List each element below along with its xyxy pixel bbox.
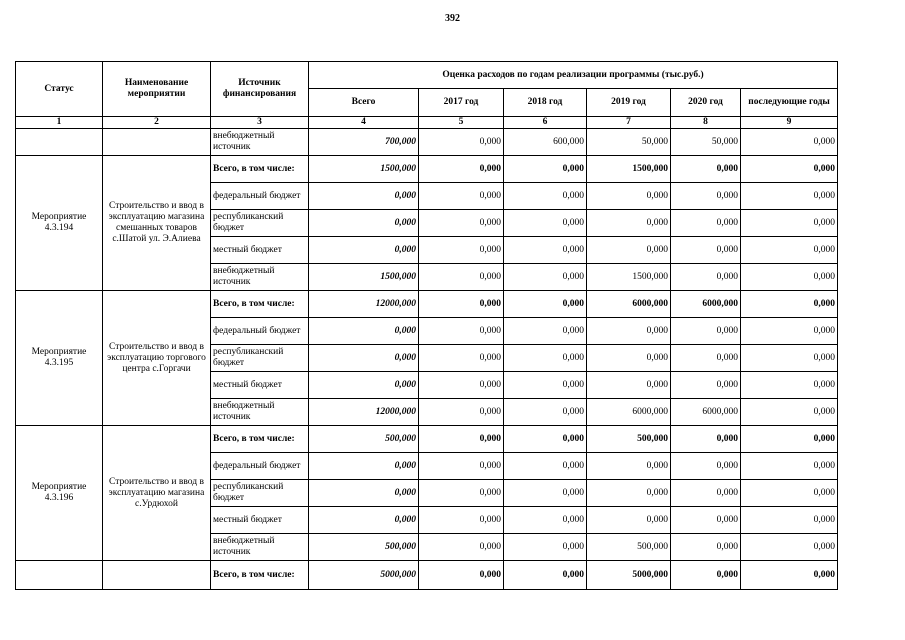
value-year: 0,000 — [419, 183, 504, 210]
column-index: 5 — [419, 117, 504, 129]
value-total: 1500,000 — [309, 156, 419, 183]
value-year: 0,000 — [587, 183, 671, 210]
status-cell — [16, 129, 103, 156]
source-cell: местный бюджет — [211, 237, 309, 264]
value-year: 0,000 — [741, 453, 838, 480]
value-total: 500,000 — [309, 426, 419, 453]
value-year: 0,000 — [587, 318, 671, 345]
value-total: 12000,000 — [309, 291, 419, 318]
value-total: 0,000 — [309, 453, 419, 480]
value-year: 0,000 — [741, 561, 838, 590]
value-year: 0,000 — [419, 534, 504, 561]
header-status: Статус — [16, 62, 103, 117]
name-cell — [103, 129, 211, 156]
value-year: 0,000 — [504, 156, 587, 183]
activity-status: Мероприятие 4.3.194 — [16, 156, 103, 291]
value-year: 0,000 — [504, 507, 587, 534]
source-cell: Всего, в том числе: — [211, 156, 309, 183]
value-year: 0,000 — [671, 561, 741, 590]
value-year: 0,000 — [741, 291, 838, 318]
value-year: 0,000 — [741, 156, 838, 183]
source-cell: Всего, в том числе: — [211, 426, 309, 453]
source-cell: внебюджетный источник — [211, 399, 309, 426]
value-year: 0,000 — [419, 426, 504, 453]
value-total: 500,000 — [309, 534, 419, 561]
value-year: 0,000 — [504, 561, 587, 590]
header-year-later: последующие годы — [741, 89, 838, 117]
status-cell — [16, 561, 103, 590]
value-year: 0,000 — [587, 345, 671, 372]
source-cell: республиканский бюджет — [211, 480, 309, 507]
value-year: 0,000 — [741, 507, 838, 534]
table-row — [16, 129, 838, 156]
value-total: 0,000 — [309, 507, 419, 534]
value-year: 0,000 — [504, 345, 587, 372]
value-year: 0,000 — [419, 318, 504, 345]
value-year: 0,000 — [587, 210, 671, 237]
source-cell: федеральный бюджет — [211, 183, 309, 210]
value-year: 0,000 — [587, 372, 671, 399]
source-cell: местный бюджет — [211, 507, 309, 534]
value-year: 0,000 — [741, 480, 838, 507]
value-year: 0,000 — [741, 129, 838, 156]
source-cell: внебюджетный источник — [211, 264, 309, 291]
value-year: 0,000 — [419, 264, 504, 291]
value-year: 0,000 — [671, 237, 741, 264]
header-year-total: Всего — [309, 89, 419, 117]
value-year: 0,000 — [741, 318, 838, 345]
column-index: 4 — [309, 117, 419, 129]
value-year: 0,000 — [671, 183, 741, 210]
value-year: 0,000 — [419, 480, 504, 507]
source-cell: Всего, в том числе: — [211, 291, 309, 318]
table-row — [16, 291, 838, 318]
value-year: 0,000 — [419, 399, 504, 426]
value-year: 0,000 — [419, 129, 504, 156]
value-year: 6000,000 — [587, 291, 671, 318]
value-year: 0,000 — [587, 453, 671, 480]
value-total: 0,000 — [309, 318, 419, 345]
value-year: 0,000 — [504, 237, 587, 264]
table-row — [16, 561, 838, 590]
column-index: 9 — [741, 117, 838, 129]
header-source: Источник финансирования — [211, 62, 309, 117]
activity-status: Мероприятие 4.3.195 — [16, 291, 103, 426]
source-cell: федеральный бюджет — [211, 453, 309, 480]
source-cell: внебюджетный источник — [211, 534, 309, 561]
column-index: 8 — [671, 117, 741, 129]
value-year: 0,000 — [504, 426, 587, 453]
activity-name: Строительство и ввод в эксплуатацию магазина смешанных товаров с.Шатой ул. Э.Алиева — [103, 156, 211, 291]
value-year: 0,000 — [741, 237, 838, 264]
value-year: 0,000 — [504, 318, 587, 345]
value-year: 0,000 — [671, 453, 741, 480]
value-year: 0,000 — [419, 345, 504, 372]
budget-table — [15, 61, 838, 590]
value-year: 0,000 — [419, 372, 504, 399]
value-year: 0,000 — [671, 345, 741, 372]
value-year: 0,000 — [671, 264, 741, 291]
activity-status: Мероприятие 4.3.196 — [16, 426, 103, 561]
value-year: 0,000 — [587, 480, 671, 507]
value-year: 0,000 — [504, 291, 587, 318]
source-cell: республиканский бюджет — [211, 345, 309, 372]
value-year: 0,000 — [671, 372, 741, 399]
name-cell — [103, 561, 211, 590]
value-year: 0,000 — [671, 318, 741, 345]
value-year: 0,000 — [419, 156, 504, 183]
value-year: 0,000 — [504, 480, 587, 507]
source-cell: федеральный бюджет — [211, 318, 309, 345]
value-year: 0,000 — [741, 399, 838, 426]
value-year: 0,000 — [671, 210, 741, 237]
column-index: 1 — [16, 117, 103, 129]
value-year: 0,000 — [671, 426, 741, 453]
value-year: 5000,000 — [587, 561, 671, 590]
value-year: 50,000 — [587, 129, 671, 156]
value-total: 1500,000 — [309, 264, 419, 291]
value-total: 12000,000 — [309, 399, 419, 426]
value-year: 0,000 — [741, 534, 838, 561]
column-index: 6 — [504, 117, 587, 129]
source-cell: Всего, в том числе: — [211, 561, 309, 590]
value-total: 0,000 — [309, 210, 419, 237]
value-year: 0,000 — [741, 345, 838, 372]
value-year: 0,000 — [671, 480, 741, 507]
header-year-2019: 2019 год — [587, 89, 671, 117]
table-row — [16, 426, 838, 453]
value-year: 6000,000 — [671, 291, 741, 318]
value-total: 0,000 — [309, 480, 419, 507]
value-year: 0,000 — [587, 507, 671, 534]
value-year: 1500,000 — [587, 264, 671, 291]
value-year: 0,000 — [587, 237, 671, 264]
value-year: 0,000 — [419, 507, 504, 534]
header-year-2017: 2017 год — [419, 89, 504, 117]
value-year: 500,000 — [587, 426, 671, 453]
header-estimate: Оценка расходов по годам реализации программы (тыс.руб.) — [309, 62, 838, 89]
value-year: 0,000 — [741, 372, 838, 399]
value-year: 0,000 — [419, 291, 504, 318]
value-year: 0,000 — [504, 534, 587, 561]
value-total: 0,000 — [309, 372, 419, 399]
value-total: 0,000 — [309, 237, 419, 264]
value-year: 0,000 — [419, 561, 504, 590]
value-year: 0,000 — [741, 210, 838, 237]
value-year: 1500,000 — [587, 156, 671, 183]
value-year: 0,000 — [504, 453, 587, 480]
value-total: 0,000 — [309, 345, 419, 372]
activity-name: Строительство и ввод в эксплуатацию магазина с.Урдюхой — [103, 426, 211, 561]
value-year: 500,000 — [587, 534, 671, 561]
value-year: 0,000 — [671, 534, 741, 561]
value-year: 0,000 — [671, 507, 741, 534]
table-row — [16, 156, 838, 183]
table-body — [16, 129, 838, 590]
source-cell: республиканский бюджет — [211, 210, 309, 237]
value-year: 0,000 — [504, 210, 587, 237]
column-index: 3 — [211, 117, 309, 129]
value-year: 0,000 — [504, 372, 587, 399]
source-cell: внебюджетный источник — [211, 129, 309, 156]
activity-name: Строительство и ввод в эксплуатацию торгового центра с.Горгачи — [103, 291, 211, 426]
value-year: 6000,000 — [671, 399, 741, 426]
value-year: 600,000 — [504, 129, 587, 156]
value-year: 6000,000 — [587, 399, 671, 426]
source-cell: местный бюджет — [211, 372, 309, 399]
value-year: 0,000 — [504, 264, 587, 291]
value-year: 0,000 — [419, 453, 504, 480]
value-total: 5000,000 — [309, 561, 419, 590]
column-index-row — [16, 117, 838, 129]
header-name: Наименование мероприятии — [103, 62, 211, 117]
value-year: 0,000 — [741, 264, 838, 291]
header-year-2018: 2018 год — [504, 89, 587, 117]
value-total: 700,000 — [309, 129, 419, 156]
value-year: 0,000 — [671, 156, 741, 183]
value-year: 0,000 — [741, 183, 838, 210]
header-year-2020: 2020 год — [671, 89, 741, 117]
value-year: 0,000 — [504, 399, 587, 426]
column-index: 2 — [103, 117, 211, 129]
page-number: 392 — [445, 13, 460, 24]
value-year: 0,000 — [419, 210, 504, 237]
value-year: 0,000 — [504, 183, 587, 210]
value-total: 0,000 — [309, 183, 419, 210]
value-year: 50,000 — [671, 129, 741, 156]
value-year: 0,000 — [419, 237, 504, 264]
value-year: 0,000 — [741, 426, 838, 453]
column-index: 7 — [587, 117, 671, 129]
